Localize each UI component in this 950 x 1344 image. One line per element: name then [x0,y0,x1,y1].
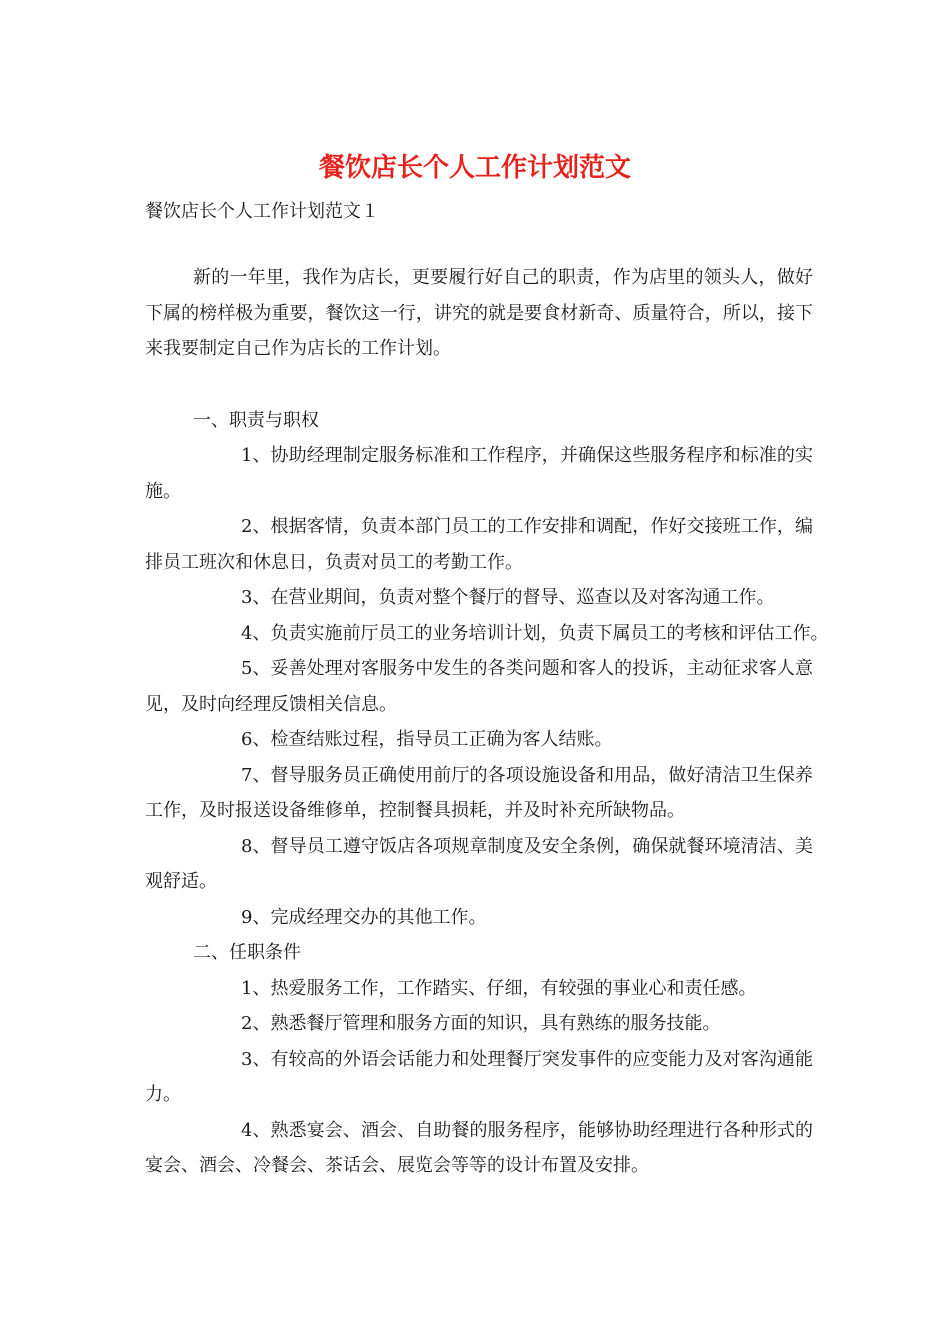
list-item-number: 5、 [241,658,271,679]
list-item [145,1113,813,1184]
list-item [145,438,813,509]
list-item-number: 6、 [241,729,271,750]
list-item-number: 3、 [241,1048,271,1070]
list-item-number: 4、 [241,1119,271,1141]
list-item [145,509,813,580]
list-item [145,1042,813,1113]
paragraph-gap [145,367,813,403]
list-item-text: 负责实施前厅员工的业务培训计划，负责下属员工的考核和评估工作。 [270,622,829,644]
list-item-text: 完成经理交办的其他工作。 [270,906,487,928]
list-item [145,616,829,652]
list-item-number: 1、 [241,977,271,999]
list-item [145,900,813,936]
list-item-text: 在营业期间，负责对整个餐厅的督导、巡查以及对客沟通工作。 [270,587,775,608]
list-item-text: 督导员工遵守饭店各项规章制度及安全条例，确保就餐环境清洁、美观舒适。 [145,835,813,892]
list-item-number: 2、 [241,1013,271,1034]
list-item-text: 协助经理制定服务标准和工作程序，并确保这些服务程序和标准的实施。 [145,445,813,502]
list-item-number: 4、 [241,622,271,644]
list-item-number: 2、 [241,516,271,537]
document-subtitle: 餐饮店长个人工作计划范文１ [145,201,379,222]
list-item [145,722,813,758]
section-heading-duties: 一、职责与职权 [193,409,319,431]
list-item [145,829,813,900]
document-title: 餐饮店长个人工作计划范文 [318,153,631,183]
list-item-number: 9、 [241,906,271,928]
list-item-text: 热爱服务工作，工作踏实、仔细，有较强的事业心和责任感。 [270,977,757,999]
document-body [145,260,829,1184]
list-item [145,651,813,722]
list-item-number: 1、 [241,445,271,466]
list-item-text: 督导服务员正确使用前厅的各项设施设备和用品，做好清洁卫生保养工作，及时报送设备维修单，控制餐具损耗，并及时补充所缺物品。 [145,764,813,821]
list-item [145,1006,813,1042]
section-heading-qualifications: 二、任职条件 [193,942,301,963]
list-item-text: 熟悉餐厅管理和服务方面的知识，具有熟练的服务技能。 [270,1013,721,1034]
list-item-text: 检查结账过程，指导员工正确为客人结账。 [270,729,613,750]
list-item-text: 根据客情，负责本部门员工的工作安排和调配，作好交接班工作，编排员工班次和休息日，负责对员工的考勤工作。 [145,516,813,573]
list-item-number: 3、 [241,587,271,608]
intro-paragraph: 新的一年里，我作为店长，更要履行好自己的职责，作为店里的领头人，做好下属的榜样极为重要，餐饮这一行，讲究的就是要食材新奇、质量符合，所以，接下来我要制定自己作为店长的工作计划。 [145,267,813,359]
list-item [145,971,813,1007]
list-item [145,580,813,616]
list-item-number: 8、 [241,835,271,857]
list-item [145,758,813,829]
list-item-text: 熟悉宴会、酒会、自助餐的服务程序，能够协助经理进行各种形式的宴会、酒会、冷餐会、茶话会、展览会等等的设计布置及安排。 [145,1119,813,1176]
list-item-text: 有较高的外语会话能力和处理餐厅突发事件的应变能力及对客沟通能力。 [145,1048,813,1105]
list-item-text: 妥善处理对客服务中发生的各类问题和客人的投诉，主动征求客人意见，及时向经理反馈相关信息。 [145,658,813,715]
list-item-number: 7、 [241,764,271,786]
